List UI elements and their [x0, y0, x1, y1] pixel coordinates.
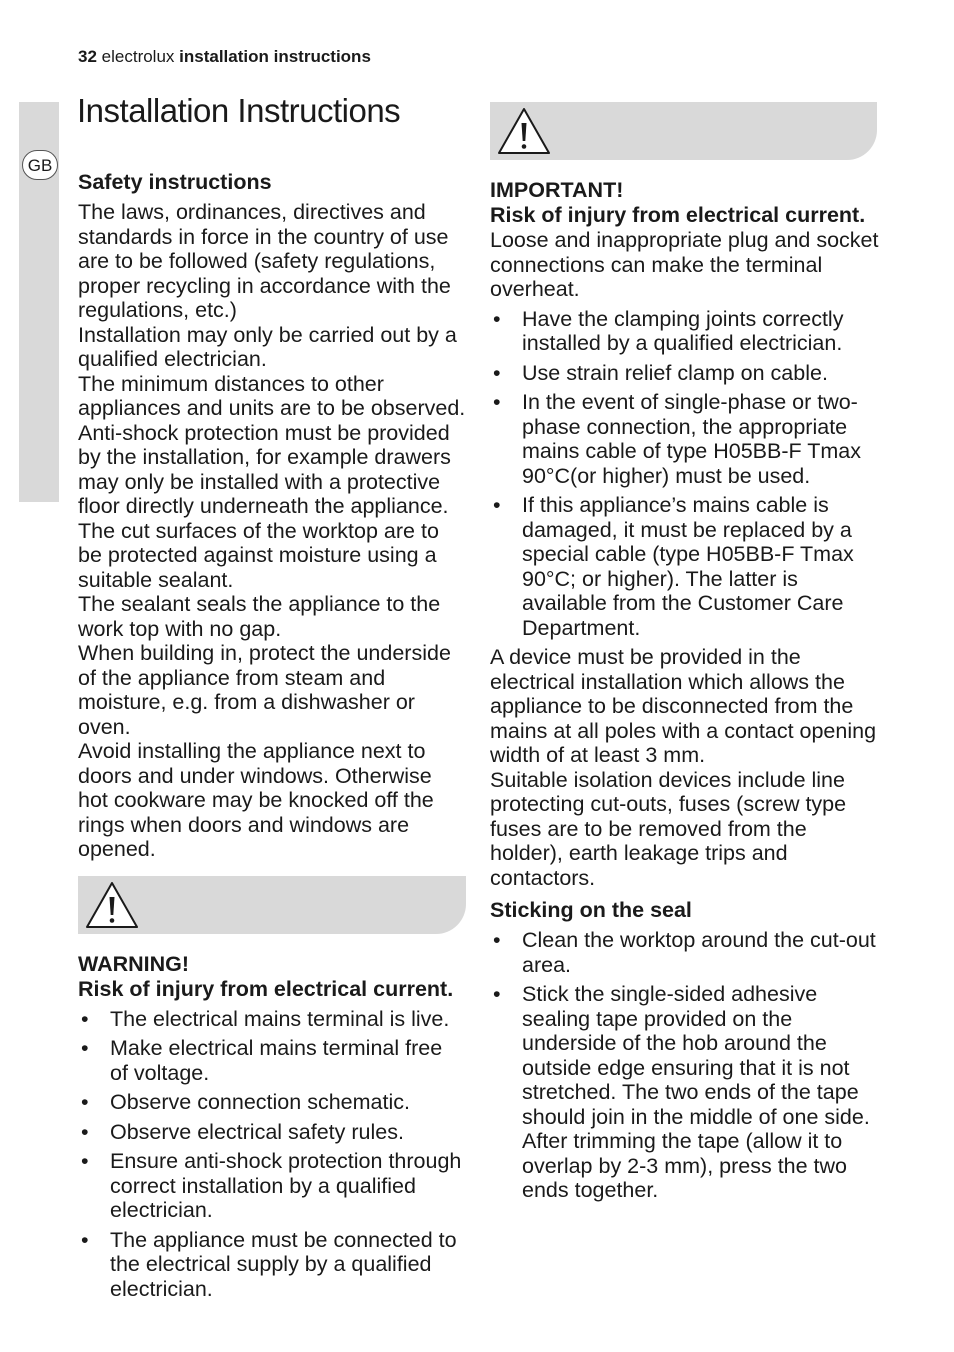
brand-name: electrolux — [101, 47, 175, 66]
list-item: • The electrical mains terminal is live. — [78, 1007, 466, 1032]
safety-paragraph: The laws, ordinances, directives and standards in force in the country of use are to be followed (safety regulations, proper recycling in accordance with the regulations, etc.) — [78, 200, 451, 322]
page-number: 32 — [78, 47, 97, 66]
section-name: installation instructions — [179, 47, 371, 66]
list-item: • If this appliance’s mains cable is damaged, it must be replaced by a special cable (type H05BB-F Tmax 90°C; or higher). The latter is available from the Customer Care Department. — [490, 493, 880, 640]
warning-triangle-icon — [496, 106, 552, 156]
safety-paragraph: The cut surfaces of the worktop are to be protected against moisture using a suitable sealant. — [78, 518, 439, 592]
page-title: Installation Instructions — [77, 92, 401, 129]
list-item: • Ensure anti-shock protection through correct installation by a qualified electrician. — [78, 1149, 466, 1223]
seal-list — [490, 928, 880, 1203]
page-header — [78, 47, 371, 67]
important-label: IMPORTANT! — [490, 178, 624, 202]
list-item: • The appliance must be connected to the electrical supply by a qualified electrician. — [78, 1228, 466, 1302]
list-item: • Observe connection schematic. — [78, 1090, 466, 1115]
right-column — [490, 178, 880, 1203]
safety-heading: Safety instructions — [78, 170, 272, 194]
warning-label: WARNING! — [78, 951, 190, 976]
isolation-paragraph: A device must be provided in the electrical installation which allows the appliance to be disconnected from the mains at all poles with a contact opening width of at least 3 mm. — [490, 645, 877, 767]
isolation-paragraph: Suitable isolation devices include line protecting cut-outs, fuses (screw type fuses are to be removed from the holder), earth leakage trips and contactors. — [490, 767, 847, 890]
list-item: • Make electrical mains terminal free of voltage. — [78, 1036, 466, 1085]
important-intro: Loose and inappropriate plug and socket connections can make the terminal overheat. — [490, 228, 879, 301]
warning-triangle-icon — [84, 880, 140, 930]
list-item: • In the event of single-phase or two-phase connection, the appropriate mains cable of type H05BB-F Tmax 90°C(or higher) must be used. — [490, 390, 880, 488]
safety-paragraph: Avoid installing the appliance next to doors and under windows. Otherwise hot cookware may be knocked off the rings when doors and windows are opened. — [78, 739, 434, 861]
list-item: • Use strain relief clamp on cable. — [490, 361, 880, 386]
safety-paragraph: When building in, protect the underside of the appliance from steam and moisture, e.g. from a dishwasher or oven. — [78, 641, 451, 739]
list-item: • Observe electrical safety rules. — [78, 1120, 466, 1145]
list-item: • Stick the single-sided adhesive sealing tape provided on the underside of the hob around the outside edge ensuring that it is not stretched. The two ends of the tape should join in the middle of one side. After trimming the tape (allow it to overlap by 2-3 mm), press the two ends together. — [490, 982, 880, 1203]
important-banner — [490, 102, 877, 160]
safety-paragraph: Installation may only be carried out by a qualified electrician. — [78, 322, 457, 371]
seal-heading: Sticking on the seal — [490, 898, 692, 922]
warning-subtitle: Risk of injury from electrical current. — [78, 976, 454, 1001]
language-badge: GB — [22, 150, 58, 180]
safety-paragraph: The minimum distances to other appliances and units are to be observed. — [78, 371, 466, 420]
list-item: • Have the clamping joints correctly installed by a qualified electrician. — [490, 307, 880, 356]
warning-banner — [78, 876, 466, 934]
important-list — [490, 307, 880, 641]
warning-list — [78, 1007, 466, 1302]
left-column — [78, 170, 466, 1301]
safety-paragraph: Anti-shock protection must be provided by the installation, for example drawers may only be installed with a protective floor directly underneath the appliance. — [78, 420, 451, 518]
safety-paragraph: The sealant seals the appliance to the work top with no gap. — [78, 592, 441, 641]
important-subtitle: Risk of injury from electrical current. — [490, 203, 866, 227]
list-item: • Clean the worktop around the cut-out area. — [490, 928, 880, 977]
